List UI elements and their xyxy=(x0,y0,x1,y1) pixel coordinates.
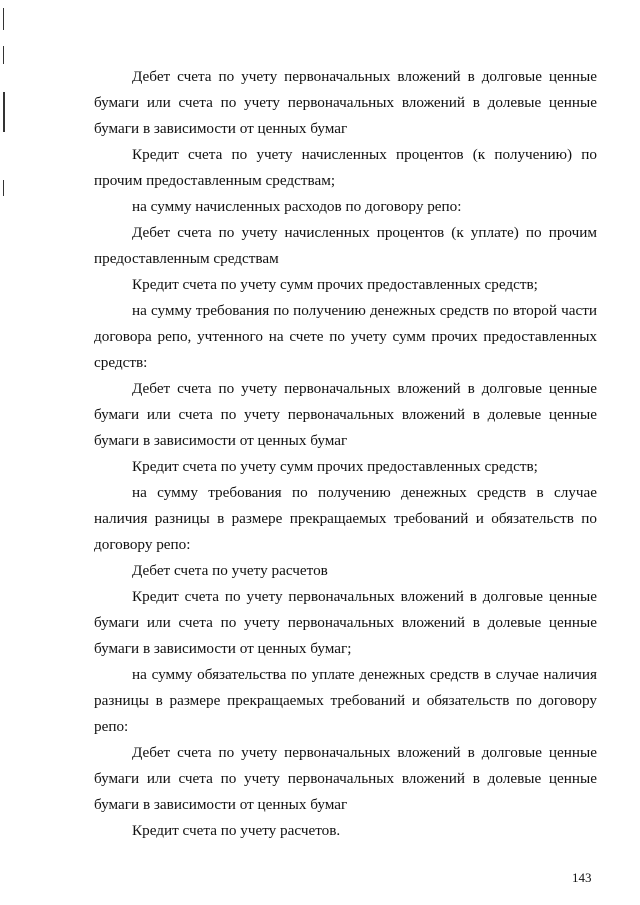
scan-edge-mark xyxy=(3,8,4,30)
page-number: 143 xyxy=(572,870,592,885)
paragraph: Кредит счета по учету начисленных процентов (к получению) по прочим предоставленным средствам; xyxy=(94,146,597,189)
paragraph: Кредит счета по учету расчетов. xyxy=(132,822,341,839)
paragraph: Дебет счета по учету первоначальных вложений в долговые ценные бумаги или счета по учету первоначальных вложений в долевые ценные бумаги в зависимости от ценных бумаг xyxy=(94,380,597,449)
paragraph: Кредит счета по учету сумм прочих предоставленных средств; xyxy=(132,458,538,475)
paragraph: Кредит счета по учету сумм прочих предоставленных средств; xyxy=(132,276,538,293)
paragraph: на сумму требования по получению денежных средств в случае наличия разницы в размере прекращаемых требований и обязательств по договору репо: xyxy=(94,484,597,553)
paragraph: Дебет счета по учету расчетов xyxy=(132,562,328,579)
scan-edge-mark xyxy=(3,46,4,64)
document-body xyxy=(94,64,597,844)
scan-edge-mark xyxy=(3,92,5,132)
scan-edge-mark xyxy=(3,180,4,196)
paragraph: Дебет счета по учету первоначальных вложений в долговые ценные бумаги или счета по учету первоначальных вложений в долевые ценные бумаги в зависимости от ценных бумаг xyxy=(94,744,597,813)
paragraph: на сумму начисленных расходов по договору репо: xyxy=(132,198,462,215)
paragraph: на сумму обязательства по уплате денежных средств в случае наличия разницы в размере прекращаемых требований и обязательств по договору репо: xyxy=(94,666,597,735)
paragraph: Дебет счета по учету первоначальных вложений в долговые ценные бумаги или счета по учету первоначальных вложений в долевые ценные бумаги в зависимости от ценных бумаг xyxy=(94,68,597,137)
paragraph: Кредит счета по учету первоначальных вложений в долговые ценные бумаги или счета по учету первоначальных вложений в долевые ценные бумаги в зависимости от ценных бумаг; xyxy=(94,588,597,657)
paragraph: Дебет счета по учету начисленных процентов (к уплате) по прочим предоставленным средствам xyxy=(94,224,597,267)
paragraph: на сумму требования по получению денежных средств по второй части договора репо, учтенного на счете по учету сумм прочих предоставленных средств: xyxy=(94,302,597,371)
